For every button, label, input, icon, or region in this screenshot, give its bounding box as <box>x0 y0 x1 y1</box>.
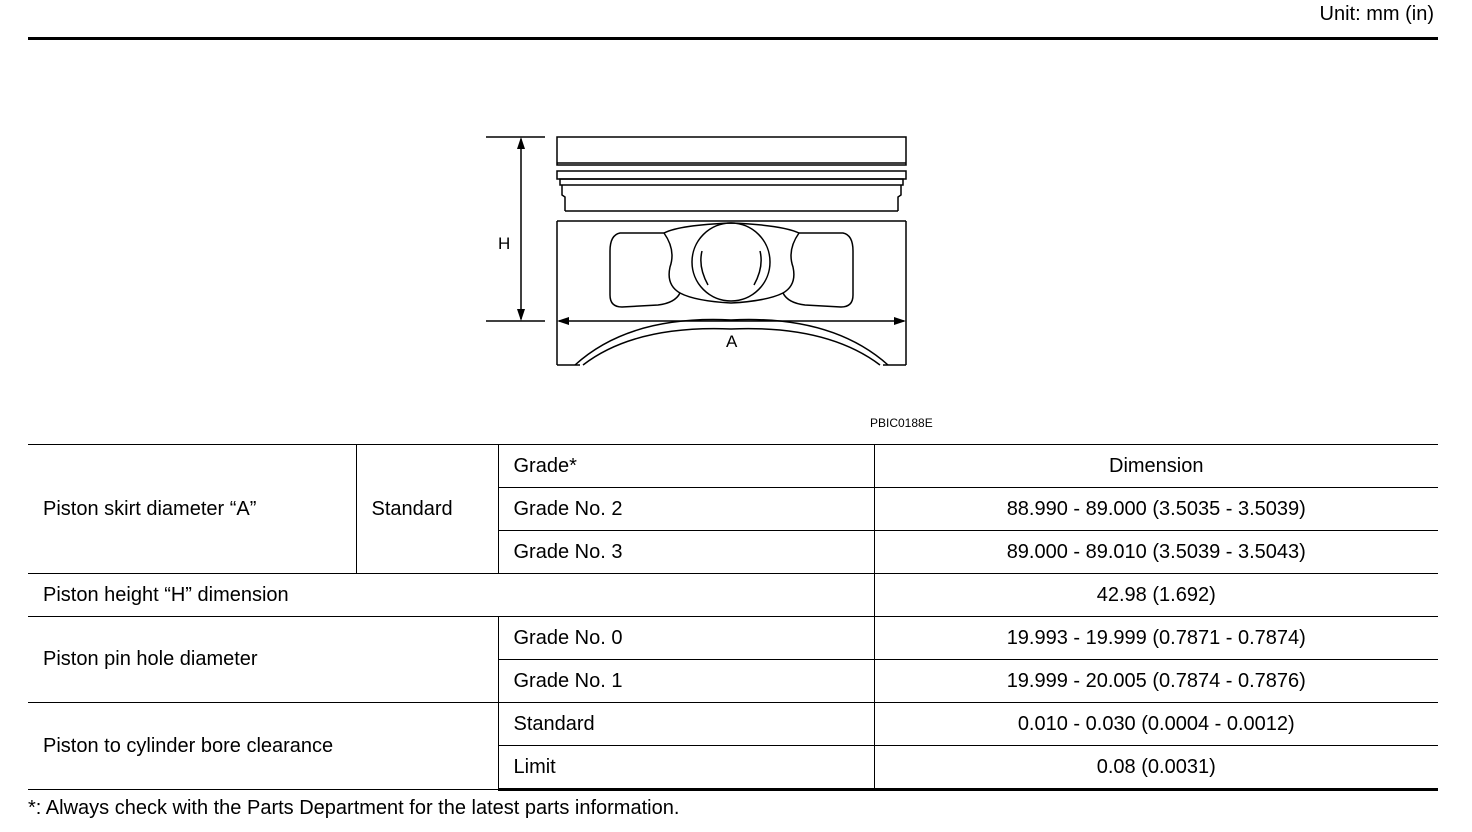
skirt-diameter-label: Piston skirt diameter “A” <box>28 445 356 574</box>
dimension-header: Dimension <box>874 445 1438 488</box>
unit-label: Unit: mm (in) <box>1319 3 1434 25</box>
figure-code: PBIC0188E <box>870 416 933 430</box>
h-arrow-top <box>517 137 525 149</box>
piston-drawing <box>480 125 920 375</box>
ring-land-2 <box>560 179 903 185</box>
footnote: *: Always check with the Parts Department for the latest parts information. <box>28 797 680 819</box>
height-label: Piston height “H” dimension <box>28 574 874 617</box>
grade-header: Grade* <box>498 445 874 488</box>
dimension-cell: 88.990 - 89.000 (3.5035 - 3.5039) <box>874 488 1438 531</box>
table-row <box>28 703 1438 746</box>
right-pin-boss <box>783 233 853 307</box>
table-row <box>28 617 1438 660</box>
dimension-cell: 0.08 (0.0031) <box>874 746 1438 790</box>
left-pin-boss <box>610 233 680 307</box>
a-label: A <box>726 332 738 351</box>
piston-diagram <box>480 125 920 375</box>
a-arrow-right <box>894 317 906 325</box>
a-arrow-left <box>557 317 569 325</box>
ring-groove <box>562 185 901 211</box>
pin-hole <box>692 223 770 301</box>
grade-cell: Grade No. 0 <box>498 617 874 660</box>
top-divider <box>28 37 1438 40</box>
grade-cell: Limit <box>498 746 874 790</box>
grade-cell: Grade No. 1 <box>498 660 874 703</box>
piston-spec-table <box>28 444 1438 791</box>
dimension-cell: 19.999 - 20.005 (0.7874 - 0.7876) <box>874 660 1438 703</box>
grade-cell: Standard <box>498 703 874 746</box>
dimension-cell: 19.993 - 19.999 (0.7871 - 0.7874) <box>874 617 1438 660</box>
height-value: 42.98 (1.692) <box>874 574 1438 617</box>
table-header-row <box>28 445 1438 488</box>
grade-cell: Grade No. 3 <box>498 531 874 574</box>
h-arrow-bottom <box>517 309 525 321</box>
piston-crown <box>557 137 906 165</box>
table-row <box>28 574 1438 617</box>
pin-hole-label: Piston pin hole diameter <box>28 617 498 703</box>
h-label: H <box>498 234 511 253</box>
clearance-label: Piston to cylinder bore clearance <box>28 703 498 790</box>
grade-cell: Grade No. 2 <box>498 488 874 531</box>
dimension-cell: 89.000 - 89.010 (3.5039 - 3.5043) <box>874 531 1438 574</box>
dimension-cell: 0.010 - 0.030 (0.0004 - 0.0012) <box>874 703 1438 746</box>
ring-land-1 <box>557 171 906 179</box>
skirt-standard-label: Standard <box>356 445 498 574</box>
